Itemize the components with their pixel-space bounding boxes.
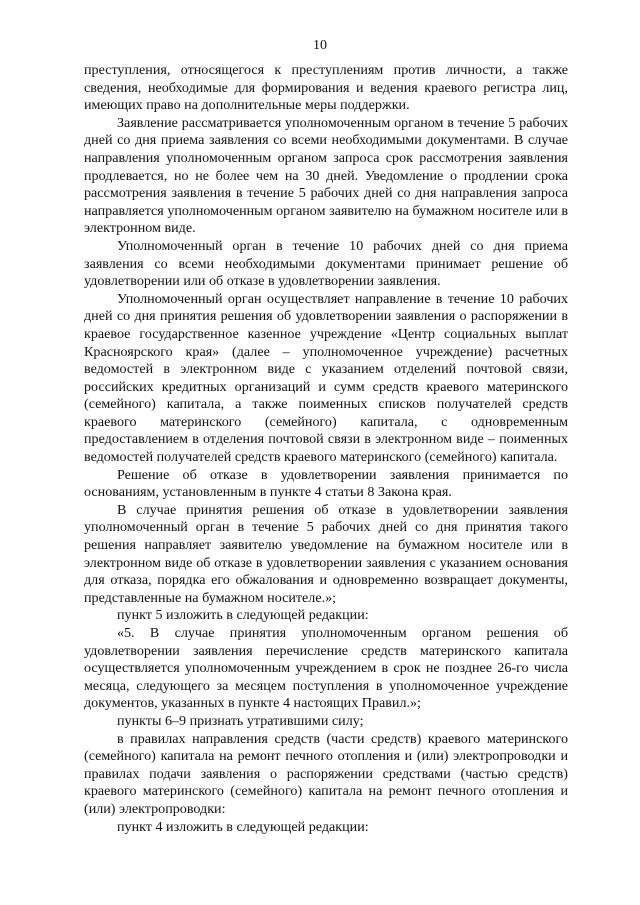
paragraph-item-5-text: «5. В случае принятия уполномоченным органом решения об удовлетворении заявления перечисление средств материнского капитала осуществляется уполномоченным учреждением в срок не позднее 26-го числа месяца, следующего за месяцем поступления в уполномоченное учреждение документов, указанных в пункте 4 настоящих Правил.»;: [84, 625, 568, 712]
paragraph-refusal-grounds: Решение об отказе в удовлетворении заявления принимается по основаниям, установленным в пункте 4 статьи 8 Закона края.: [84, 466, 568, 501]
paragraph-transfer-statements: Уполномоченный орган осуществляет направление в течение 10 рабочих дней со дня принятия решения об удовлетворении заявления о распоряжении в краевое государственное казенное учреждение «Центр социальных выплат Красноярского края» (далее – уполномоченное учреждение) расчетных ведомостей в электронном виде с указанием отделений почтовой связи, российских кредитных организаций и сумм средств краевого материнского (семейного) капитала, а также поименных списков получателей средств краевого материнского (семейного) капитала, с одновременным предоставлением в отделения почтовой связи в электронном виде – поименных ведомостей получателей средств краевого материнского (семейного) капитала.: [84, 290, 568, 466]
paragraph-refusal-notice: В случае принятия решения об отказе в удовлетворении заявления уполномоченный орган в течение 5 рабочих дней со дня принятия такого решения направляет заявителю уведомление на бумажном носителе или в электронном виде об отказе в удовлетворении заявления с указанием основания для отказа, порядка его обжалования и одновременно возвращает документы, представленные на бумажном носителе.»;: [84, 501, 568, 606]
paragraph-items-6-9: пункты 6–9 признать утратившими силу;: [117, 712, 364, 729]
paragraph-continuation: преступления, относящегося к преступлениям против личности, а также сведения, необходимые для формирования и ведения краевого регистра лиц, имеющих право на дополнительные меры поддержки.: [84, 62, 568, 114]
paragraph-review-period: Заявление рассматривается уполномоченным органом в течение 5 рабочих дней со дня приема заявления со всеми необходимыми документами. В случае направления уполномоченным органом запроса срок рассмотрения заявления продлевается, но не более чем на 30 дней. Уведомление о продлении срока рассмотрения заявления в течение 5 рабочих дней со дня направления запроса направляется уполномоченным органом заявителю на бумажном носителе или в электронном виде.: [84, 114, 568, 237]
page-number: 10: [313, 38, 327, 53]
paragraph-item-5-heading: пункт 5 изложить в следующей редакции:: [117, 607, 369, 624]
paragraph-item-4-heading: пункт 4 изложить в следующей редакции:: [117, 818, 369, 835]
document-body: [84, 62, 568, 836]
paragraph-decision: Уполномоченный орган в течение 10 рабочих дней со дня приема заявления со всеми необходимыми документами принимает решение об удовлетворении или об отказе в удовлетворении заявления.: [84, 237, 568, 290]
paragraph-rules-repair: в правилах направления средств (части средств) краевого материнского (семейного) капитала на ремонт печного отопления и (или) электропроводки и правилах подачи заявления о распоряжении средствами (частью средств) краевого материнского (семейного) капитала на ремонт печного отопления и (или) электропроводки:: [84, 730, 568, 817]
